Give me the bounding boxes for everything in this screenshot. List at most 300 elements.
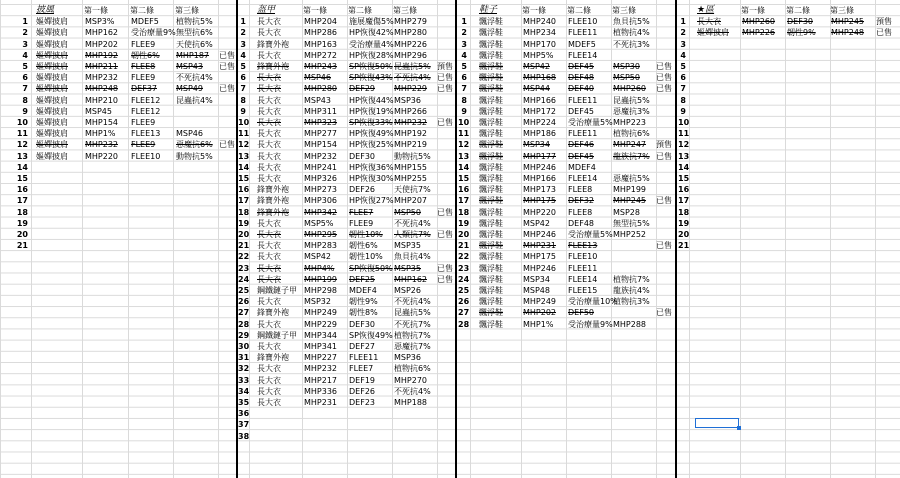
item-name[interactable]: 長大衣 xyxy=(257,28,281,38)
item-name[interactable]: 飄浮鞋 xyxy=(479,319,503,329)
item-name[interactable]: 飄浮鞋 xyxy=(479,308,503,318)
affix-2[interactable]: FLEE12 xyxy=(131,106,161,116)
status-badge[interactable]: 已售 xyxy=(656,196,672,206)
item-name[interactable]: 嫗嬋披肩 xyxy=(36,17,68,27)
affix-3[interactable]: MHP232 xyxy=(394,118,428,127)
item-name[interactable]: 長大衣 xyxy=(257,398,281,407)
affix-1[interactable]: MHP227 xyxy=(304,353,338,363)
status-badge[interactable]: 已售 xyxy=(656,241,672,251)
affix-2[interactable]: 受治療量10% xyxy=(568,297,618,307)
affix-1[interactable]: MSP46 xyxy=(304,73,331,83)
item-name[interactable]: 飄浮鞋 xyxy=(479,50,503,60)
status-badge[interactable]: 已售 xyxy=(876,28,892,38)
item-name[interactable]: 飄浮鞋 xyxy=(479,39,503,49)
affix-3[interactable]: MHP155 xyxy=(394,162,428,172)
affix-2[interactable]: FLEE9 xyxy=(131,73,156,83)
affix-2[interactable]: HP恢復27% xyxy=(349,196,394,206)
item-name[interactable]: 長大衣 xyxy=(257,297,281,307)
item-name[interactable]: 飄浮鞋 xyxy=(479,174,503,183)
item-name[interactable]: 鋒寶外袍 xyxy=(257,308,289,318)
item-name[interactable]: 飄浮鞋 xyxy=(479,185,503,195)
affix-1[interactable]: MHP177 xyxy=(523,151,557,161)
affix-2[interactable]: DEF30 xyxy=(787,17,813,27)
affix-2[interactable]: FLEE10 xyxy=(568,252,598,262)
affix-1[interactable]: MSP32 xyxy=(304,297,331,307)
affix-1[interactable]: MSP34 xyxy=(523,140,550,150)
affix-2[interactable]: DEF45 xyxy=(568,106,594,116)
item-name[interactable]: 嫗嬋披肩 xyxy=(697,28,729,38)
item-name[interactable]: 長大衣 xyxy=(257,386,281,396)
affix-1[interactable]: MHP220 xyxy=(85,151,119,161)
item-name[interactable]: 鋒寶外袍 xyxy=(257,196,289,206)
affix-2[interactable]: DEF30 xyxy=(349,319,375,329)
affix-1[interactable]: MHP229 xyxy=(304,319,338,329)
item-name[interactable]: 飄浮鞋 xyxy=(479,297,503,307)
affix-1[interactable]: MHP249 xyxy=(523,297,557,307)
affix-3[interactable]: 無型抗6% xyxy=(176,28,213,38)
item-name[interactable]: 長大衣 xyxy=(257,342,281,351)
item-name[interactable]: 長大衣 xyxy=(257,230,281,239)
item-name[interactable]: 嫗嬋披肩 xyxy=(36,39,68,49)
affix-3[interactable]: MHP266 xyxy=(394,106,428,116)
affix-1[interactable]: MHP249 xyxy=(304,308,338,318)
affix-2[interactable]: HP恢復44% xyxy=(349,95,394,105)
affix-3[interactable]: MSP35 xyxy=(394,263,421,273)
affix-1[interactable]: MHP166 xyxy=(523,174,557,183)
item-name[interactable]: 鋒寶外袍 xyxy=(257,207,289,217)
item-name[interactable]: 長大衣 xyxy=(697,17,721,27)
affix-2[interactable]: FLEE14 xyxy=(568,274,598,284)
item-name[interactable]: 嫗嬋披肩 xyxy=(36,73,68,83)
affix-1[interactable]: MHP231 xyxy=(304,398,338,407)
affix-3[interactable]: 昆蟲抗5% xyxy=(394,62,431,71)
affix-1[interactable]: MHP344 xyxy=(304,330,338,340)
status-badge[interactable]: 已售 xyxy=(656,308,672,318)
affix-1[interactable]: MHP168 xyxy=(523,73,557,83)
affix-2[interactable]: DEF26 xyxy=(349,185,375,195)
status-badge[interactable]: 已售 xyxy=(437,118,453,127)
affix-2[interactable]: FLEE9 xyxy=(131,39,156,49)
affix-3[interactable]: 惡魔抗3% xyxy=(613,106,650,116)
affix-2[interactable]: FLEE9 xyxy=(349,218,374,228)
affix-3[interactable]: 昆蟲抗4% xyxy=(176,95,213,105)
affix-2[interactable]: HP恢復42% xyxy=(349,28,394,38)
affix-3[interactable]: MHP280 xyxy=(394,28,428,38)
affix-3[interactable]: 天使抗6% xyxy=(176,39,213,49)
affix-2[interactable]: SP恢復50% xyxy=(349,62,393,71)
affix-3[interactable]: MHP223 xyxy=(613,118,647,127)
affix-1[interactable]: MHP199 xyxy=(304,274,338,284)
status-badge[interactable]: 已售 xyxy=(656,62,672,71)
affix-2[interactable]: 韌性9% xyxy=(787,28,816,38)
affix-2[interactable]: DEF48 xyxy=(568,218,594,228)
affix-1[interactable]: MHP272 xyxy=(304,50,338,60)
affix-3[interactable]: MHP219 xyxy=(394,140,428,150)
item-name[interactable]: 鋼鐵鏈子甲 xyxy=(257,330,297,340)
status-badge[interactable]: 已售 xyxy=(219,50,235,60)
affix-1[interactable]: MHP234 xyxy=(523,28,557,38)
affix-2[interactable]: SP恢復49% xyxy=(349,330,393,340)
affix-1[interactable]: MHP246 xyxy=(523,230,557,239)
affix-1[interactable]: MHP342 xyxy=(304,207,338,217)
status-badge[interactable]: 已售 xyxy=(437,84,453,94)
affix-1[interactable]: MHP240 xyxy=(523,17,557,27)
affix-3[interactable]: 不死抗4% xyxy=(394,73,431,83)
affix-3[interactable]: 魚貝抗5% xyxy=(613,17,650,27)
affix-1[interactable]: MHP246 xyxy=(523,263,557,273)
affix-1[interactable]: MHP295 xyxy=(304,230,338,239)
affix-1[interactable]: MSP34 xyxy=(523,274,550,284)
affix-1[interactable]: MHP306 xyxy=(304,196,338,206)
affix-2[interactable]: HP恢復19% xyxy=(349,106,394,116)
item-name[interactable]: 長大衣 xyxy=(257,263,281,273)
item-name[interactable]: 長大衣 xyxy=(257,95,281,105)
affix-2[interactable]: DEF23 xyxy=(349,398,375,407)
affix-3[interactable]: MSP50 xyxy=(394,207,421,217)
affix-1[interactable]: MHP243 xyxy=(304,62,338,71)
affix-1[interactable]: MHP241 xyxy=(304,162,338,172)
item-name[interactable]: 飄浮鞋 xyxy=(479,28,503,38)
item-name[interactable]: 鋒寶外袍 xyxy=(257,39,289,49)
affix-1[interactable]: MHP277 xyxy=(304,129,338,139)
item-name[interactable]: 鋒寶外袍 xyxy=(257,353,289,363)
item-name[interactable]: 長大衣 xyxy=(257,73,281,83)
affix-3[interactable]: 動物抗5% xyxy=(394,151,431,161)
affix-1[interactable]: MHP210 xyxy=(85,95,119,105)
affix-2[interactable]: DEF46 xyxy=(568,140,594,150)
item-name[interactable]: 嫗嬋披肩 xyxy=(36,151,68,161)
item-name[interactable]: 長大衣 xyxy=(257,129,281,139)
affix-3[interactable]: 惡魔抗6% xyxy=(176,140,213,150)
affix-1[interactable]: MHP1% xyxy=(85,129,116,139)
affix-1[interactable]: MHP220 xyxy=(523,207,557,217)
item-name[interactable]: 長大衣 xyxy=(257,50,281,60)
status-badge[interactable]: 已售 xyxy=(656,151,672,161)
affix-1[interactable]: MHP260 xyxy=(742,17,776,27)
affix-2[interactable]: DEF25 xyxy=(349,274,375,284)
status-badge[interactable]: 已售 xyxy=(437,73,453,83)
affix-1[interactable]: MHP170 xyxy=(523,39,557,49)
affix-2[interactable]: MDEF4 xyxy=(568,162,596,172)
affix-2[interactable]: SP恢復43% xyxy=(349,73,393,83)
affix-2[interactable]: HP恢復49% xyxy=(349,129,394,139)
affix-2[interactable]: 施展魔傷5% xyxy=(349,17,394,27)
affix-3[interactable]: MSP36 xyxy=(394,95,421,105)
affix-3[interactable]: MHP199 xyxy=(613,185,647,195)
affix-2[interactable]: HP恢復28% xyxy=(349,50,394,60)
affix-3[interactable]: MHP288 xyxy=(613,319,647,329)
affix-3[interactable]: 植物抗3% xyxy=(613,297,650,307)
item-name[interactable]: 飄浮鞋 xyxy=(479,151,503,161)
item-name[interactable]: 嫗嬋披肩 xyxy=(36,62,68,71)
status-badge[interactable]: 已售 xyxy=(437,263,453,273)
affix-3[interactable]: MHP247 xyxy=(613,140,647,150)
item-name[interactable]: 嫗嬋披肩 xyxy=(36,129,68,139)
affix-1[interactable]: MHP202 xyxy=(85,39,119,49)
affix-3[interactable]: 惡魔抗7% xyxy=(394,342,431,351)
affix-1[interactable]: MHP5% xyxy=(523,50,554,60)
affix-3[interactable]: MHP229 xyxy=(394,84,428,94)
affix-1[interactable]: MHP166 xyxy=(523,95,557,105)
affix-2[interactable]: SP恢復33% xyxy=(349,118,393,127)
affix-3[interactable]: MHP252 xyxy=(613,230,647,239)
affix-3[interactable]: MHP192 xyxy=(394,129,428,139)
status-badge[interactable]: 已售 xyxy=(219,62,235,71)
affix-1[interactable]: MHP273 xyxy=(304,185,338,195)
affix-1[interactable]: MHP311 xyxy=(304,106,338,116)
affix-1[interactable]: MHP175 xyxy=(523,252,557,262)
affix-1[interactable]: MHP204 xyxy=(304,17,338,27)
item-name[interactable]: 長大衣 xyxy=(257,84,281,94)
affix-2[interactable]: 韌性6% xyxy=(131,50,160,60)
affix-1[interactable]: MSP43 xyxy=(304,95,331,105)
affix-3[interactable]: MSP36 xyxy=(394,353,421,363)
affix-2[interactable]: FLEE8 xyxy=(568,185,593,195)
affix-3[interactable]: 昆蟲抗5% xyxy=(394,308,431,318)
affix-2[interactable]: FLEE11 xyxy=(568,95,598,105)
affix-3[interactable]: MSP49 xyxy=(176,84,203,94)
affix-2[interactable]: SP恢復50% xyxy=(349,263,393,273)
status-badge[interactable]: 已售 xyxy=(656,84,672,94)
item-name[interactable]: 飄浮鞋 xyxy=(479,196,503,206)
item-name[interactable]: 長大衣 xyxy=(257,106,281,116)
affix-3[interactable]: MSP26 xyxy=(394,286,421,295)
affix-1[interactable]: MHP192 xyxy=(85,50,119,60)
affix-3[interactable]: 植物抗6% xyxy=(394,364,431,374)
affix-2[interactable]: MDEF4 xyxy=(349,286,377,295)
affix-2[interactable]: FLEE7 xyxy=(349,207,374,217)
affix-2[interactable]: FLEE11 xyxy=(568,28,598,38)
affix-2[interactable]: DEF30 xyxy=(349,151,375,161)
affix-3[interactable]: MHP255 xyxy=(394,174,428,183)
item-name[interactable]: 長大衣 xyxy=(257,375,281,385)
item-name[interactable]: 長大衣 xyxy=(257,241,281,251)
affix-2[interactable]: MDEF5 xyxy=(131,17,159,27)
affix-2[interactable]: DEF40 xyxy=(568,84,594,94)
affix-3[interactable]: 人類抗7% xyxy=(394,230,431,239)
affix-3[interactable]: MHP207 xyxy=(394,196,428,206)
item-name[interactable]: 長大衣 xyxy=(257,174,281,183)
affix-2[interactable]: FLEE15 xyxy=(568,286,598,295)
affix-3[interactable]: MSP46 xyxy=(176,129,203,139)
affix-1[interactable]: MSP42 xyxy=(523,62,550,71)
affix-1[interactable]: MHP246 xyxy=(523,162,557,172)
affix-3[interactable]: MHP270 xyxy=(394,375,428,385)
item-name[interactable]: 嫗嬋披肩 xyxy=(36,106,68,116)
affix-1[interactable]: MHP186 xyxy=(523,129,557,139)
affix-2[interactable]: HP恢復25% xyxy=(349,140,394,150)
affix-3[interactable]: MHP248 xyxy=(831,28,865,38)
item-name[interactable]: 鋒寶外袍 xyxy=(257,185,289,195)
affix-1[interactable]: MHP231 xyxy=(523,241,557,251)
affix-1[interactable]: MHP336 xyxy=(304,386,338,396)
item-name[interactable]: 飄浮鞋 xyxy=(479,118,503,127)
affix-1[interactable]: MHP154 xyxy=(304,140,338,150)
item-name[interactable]: 飄浮鞋 xyxy=(479,241,503,251)
affix-2[interactable]: FLEE10 xyxy=(568,17,598,27)
affix-3[interactable]: 不死抗7% xyxy=(394,319,431,329)
affix-3[interactable]: 植物抗4% xyxy=(613,28,650,38)
affix-1[interactable]: MHP226 xyxy=(742,28,776,38)
affix-2[interactable]: FLEE12 xyxy=(131,95,161,105)
affix-1[interactable]: MHP341 xyxy=(304,342,338,351)
item-name[interactable]: 飄浮鞋 xyxy=(479,106,503,116)
item-name[interactable]: 飄浮鞋 xyxy=(479,218,503,228)
affix-1[interactable]: MHP232 xyxy=(304,151,338,161)
item-name[interactable]: 鋒寶外袍 xyxy=(257,62,289,71)
item-name[interactable]: 飄浮鞋 xyxy=(479,274,503,284)
affix-1[interactable]: MHP162 xyxy=(85,28,119,38)
item-name[interactable]: 飄浮鞋 xyxy=(479,252,503,262)
affix-1[interactable]: MHP175 xyxy=(523,196,557,206)
status-badge[interactable]: 已售 xyxy=(437,230,453,239)
item-name[interactable]: 嫗嬋披肩 xyxy=(36,95,68,105)
affix-1[interactable]: MSP45 xyxy=(85,106,112,116)
item-name[interactable]: 嫗嬋披肩 xyxy=(36,28,68,38)
affix-2[interactable]: FLEE13 xyxy=(568,241,598,251)
affix-2[interactable]: 受治療量5% xyxy=(568,230,613,239)
affix-1[interactable]: MHP298 xyxy=(304,286,338,295)
affix-3[interactable]: MSP30 xyxy=(613,62,640,71)
item-name[interactable]: 飄浮鞋 xyxy=(479,207,503,217)
affix-3[interactable]: MHP279 xyxy=(394,17,428,27)
affix-1[interactable]: MHP217 xyxy=(304,375,338,385)
item-name[interactable]: 飄浮鞋 xyxy=(479,286,503,295)
affix-3[interactable]: 不死抗4% xyxy=(394,386,431,396)
affix-2[interactable]: 受治療量4% xyxy=(349,39,394,49)
item-name[interactable]: 長大衣 xyxy=(257,17,281,27)
affix-3[interactable]: MSP43 xyxy=(176,62,203,71)
status-badge[interactable]: 已售 xyxy=(219,84,235,94)
status-badge[interactable]: 已售 xyxy=(219,140,235,150)
affix-2[interactable]: FLEE11 xyxy=(568,129,598,139)
affix-2[interactable]: DEF45 xyxy=(568,62,594,71)
affix-2[interactable]: FLEE11 xyxy=(349,353,379,363)
affix-2[interactable]: FLEE8 xyxy=(568,207,593,217)
affix-3[interactable]: MHP187 xyxy=(176,50,210,60)
affix-2[interactable]: FLEE14 xyxy=(568,174,598,183)
affix-1[interactable]: MSP42 xyxy=(304,252,331,262)
affix-1[interactable]: MHP172 xyxy=(523,106,557,116)
affix-3[interactable]: 魚貝抗4% xyxy=(394,252,431,262)
affix-2[interactable]: FLEE7 xyxy=(349,364,374,374)
affix-2[interactable]: 韌性9% xyxy=(349,297,378,307)
item-name[interactable]: 長大衣 xyxy=(257,118,281,127)
affix-3[interactable]: 不死抗4% xyxy=(176,73,213,83)
status-badge[interactable]: 預售 xyxy=(876,17,892,27)
affix-3[interactable]: MSP28 xyxy=(613,207,640,217)
item-name[interactable]: 飄浮鞋 xyxy=(479,140,503,150)
affix-1[interactable]: MHP286 xyxy=(304,28,338,38)
affix-3[interactable]: 龍族抗4% xyxy=(613,286,650,295)
affix-3[interactable]: 惡魔抗5% xyxy=(613,174,650,183)
affix-1[interactable]: MHP211 xyxy=(85,62,119,71)
affix-3[interactable]: 無型抗5% xyxy=(613,218,650,228)
item-name[interactable]: 飄浮鞋 xyxy=(479,263,503,273)
affix-3[interactable]: 植物抗5% xyxy=(176,17,213,27)
affix-1[interactable]: MSP5% xyxy=(304,218,334,228)
affix-3[interactable]: MHP260 xyxy=(613,84,647,94)
affix-3[interactable]: 天使抗7% xyxy=(394,185,431,195)
item-name[interactable]: 飄浮鞋 xyxy=(479,84,503,94)
affix-3[interactable]: MHP245 xyxy=(831,17,865,27)
affix-1[interactable]: MHP163 xyxy=(304,39,338,49)
status-badge[interactable]: 已售 xyxy=(437,207,453,217)
affix-2[interactable]: FLEE9 xyxy=(131,140,156,150)
item-name[interactable]: 長大衣 xyxy=(257,162,281,172)
affix-3[interactable]: MHP245 xyxy=(613,196,647,206)
item-name[interactable]: 飄浮鞋 xyxy=(479,129,503,139)
affix-2[interactable]: DEF45 xyxy=(568,151,594,161)
affix-3[interactable]: MHP226 xyxy=(394,39,428,49)
affix-3[interactable]: MSP35 xyxy=(394,241,421,251)
item-name[interactable]: 飄浮鞋 xyxy=(479,62,503,71)
item-name[interactable]: 長大衣 xyxy=(257,218,281,228)
affix-2[interactable]: 韌性10% xyxy=(349,230,383,239)
affix-1[interactable]: MHP323 xyxy=(304,118,338,127)
affix-1[interactable]: MHP224 xyxy=(523,118,557,127)
affix-2[interactable]: 受治療量9% xyxy=(568,319,613,329)
affix-2[interactable]: DEF32 xyxy=(568,196,594,206)
affix-1[interactable]: MHP173 xyxy=(523,185,557,195)
item-name[interactable]: 嫗嬋披肩 xyxy=(36,118,68,127)
affix-3[interactable]: 不死抗4% xyxy=(394,218,431,228)
affix-1[interactable]: MHP248 xyxy=(85,84,119,94)
affix-3[interactable]: 不死抗3% xyxy=(613,39,650,49)
affix-1[interactable]: MHP4% xyxy=(304,263,335,273)
affix-3[interactable]: MSP50 xyxy=(613,73,640,83)
item-name[interactable]: 長大衣 xyxy=(257,274,281,284)
affix-1[interactable]: MHP202 xyxy=(523,308,557,318)
affix-2[interactable]: MDEF5 xyxy=(568,39,596,49)
affix-2[interactable]: DEF29 xyxy=(349,84,375,94)
affix-2[interactable]: 韌性8% xyxy=(349,308,378,318)
item-name[interactable]: 飄浮鞋 xyxy=(479,162,503,172)
affix-1[interactable]: MSP42 xyxy=(523,218,550,228)
item-name[interactable]: 飄浮鞋 xyxy=(479,73,503,83)
item-name[interactable]: 嫗嬋披肩 xyxy=(36,140,68,150)
affix-2[interactable]: FLEE14 xyxy=(568,50,598,60)
affix-1[interactable]: MHP283 xyxy=(304,241,338,251)
affix-2[interactable]: DEF19 xyxy=(349,375,375,385)
affix-3[interactable]: MHP188 xyxy=(394,398,428,407)
affix-3[interactable]: 植物抗6% xyxy=(613,129,650,139)
affix-3[interactable]: 植物抗7% xyxy=(394,330,431,340)
affix-2[interactable]: DEF26 xyxy=(349,386,375,396)
item-name[interactable]: 長大衣 xyxy=(257,319,281,329)
affix-3[interactable]: MHP296 xyxy=(394,50,428,60)
affix-1[interactable]: MSP44 xyxy=(523,84,550,94)
affix-1[interactable]: MHP232 xyxy=(85,140,119,150)
item-name[interactable]: 嫗嬋披肩 xyxy=(36,50,68,60)
affix-3[interactable]: 昆蟲抗5% xyxy=(613,95,650,105)
item-name[interactable]: 飄浮鞋 xyxy=(479,17,503,27)
affix-2[interactable]: DEF48 xyxy=(568,73,594,83)
status-badge[interactable]: 已售 xyxy=(656,73,672,83)
affix-3[interactable]: 不死抗4% xyxy=(394,297,431,307)
item-name[interactable]: 鋼鐵鏈子甲 xyxy=(257,286,297,295)
affix-2[interactable]: DEF27 xyxy=(349,342,375,351)
affix-2[interactable]: DEF50 xyxy=(568,308,594,318)
affix-2[interactable]: 韌性10% xyxy=(349,252,383,262)
affix-2[interactable]: DEF37 xyxy=(131,84,157,94)
affix-3[interactable]: 龍族抗7% xyxy=(613,151,650,161)
affix-2[interactable]: FLEE9 xyxy=(131,118,156,127)
affix-2[interactable]: 受治療量9% xyxy=(131,28,176,38)
status-badge[interactable]: 預售 xyxy=(437,62,453,71)
affix-3[interactable]: 植物抗7% xyxy=(613,274,650,284)
affix-1[interactable]: MSP48 xyxy=(523,286,550,295)
